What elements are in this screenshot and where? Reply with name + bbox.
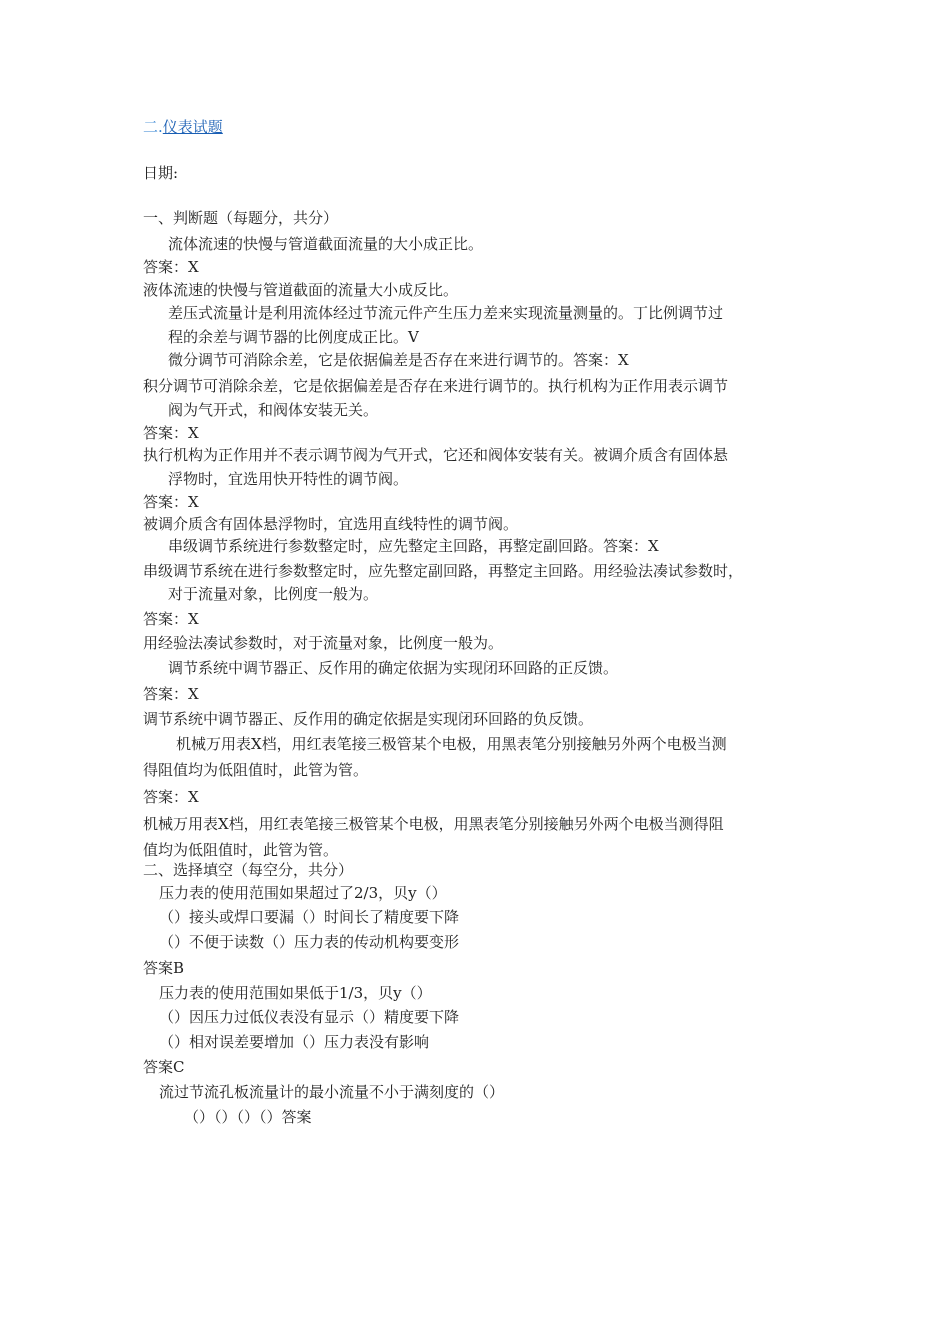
section1-line: 流体流速的快慢与管道截面流量的大小成正比。 [168, 235, 484, 253]
section1-line: 值均为低阻值时，此管为管。 [143, 841, 339, 859]
section2-line: 压力表的使用范围如果超过了2/3，贝y（） [159, 884, 447, 902]
answer-line: 答案：X [143, 493, 199, 511]
answer-line: 答案C [143, 1058, 185, 1076]
section1-line: 得阻值均为低阻值时，此管为管。 [143, 761, 369, 779]
section2-line: （）接头或焊口要漏（）时间长了精度要下降 [159, 908, 460, 926]
section1-line: 对于流量对象，比例度一般为。 [168, 585, 379, 603]
section1-line: 积分调节可消除余差，它是依据偏差是否存在来进行调节的。执行机构为正作用表示调节 [143, 377, 729, 395]
section1-line: 阀为气开式，和阀体安装无关。 [168, 401, 379, 419]
section1-line: 串级调节系统进行参数整定时，应先整定主回路，再整定副回路。答案：X [168, 537, 659, 555]
section1-line: 微分调节可消除余差，它是依据偏差是否存在来进行调节的。答案：X [168, 351, 629, 369]
section2-line: 流过节流孔板流量计的最小流量不小于满刻度的（） [159, 1083, 505, 1101]
answer-line: 答案：X [143, 788, 199, 806]
section1-line: 被调介质含有固体悬浮物时，宜选用直线特性的调节阀。 [143, 515, 519, 533]
section1-line: 机械万用表X档，用红表笔接三极管某个电极，用黑表笔分别接触另外两个电极当测得阻 [143, 815, 724, 833]
section1-line: 调节系统中调节器正、反作用的确定依据是实现闭环回路的负反馈。 [143, 710, 594, 728]
title-link[interactable]: 仪表试题 [162, 118, 223, 136]
section1-line: 程的余差与调节器的比例度成正比。V [168, 328, 419, 346]
document-title[interactable] [143, 117, 223, 137]
section1-line: 执行机构为正作用并不表示调节阀为气开式，它还和阀体安装有关。被调介质含有固体悬 [143, 446, 729, 464]
section1-line: 液体流速的快慢与管道截面的流量大小成反比。 [143, 281, 459, 299]
section2-line: （）（）（）（）答案 [184, 1108, 312, 1126]
section2-line: （）不便于读数（）压力表的传动机构要变形 [159, 933, 460, 951]
answer-line: 答案：X [143, 610, 199, 628]
date-label: 日期: [143, 164, 179, 182]
section1-line: 串级调节系统在进行参数整定时，应先整定副回路，再整定主回路。用经验法凑试参数时， [143, 562, 744, 580]
answer-line: 答案：X [143, 258, 199, 276]
section1-line: 浮物时，宜选用快开特性的调节阀。 [168, 470, 409, 488]
answer-line: 答案：X [143, 685, 199, 703]
section1-line: 机械万用表X档，用红表笔接三极管某个电极，用黑表笔分别接触另外两个电极当测 [176, 735, 727, 753]
answer-line: 答案B [143, 959, 185, 977]
section2-line: 压力表的使用范围如果低于1/3，贝y（） [159, 984, 432, 1002]
answer-line: 答案：X [143, 424, 199, 442]
section2-line: （）因压力过低仪表没有显示（）精度要下降 [159, 1008, 460, 1026]
section1-line: 差压式流量计是利用流体经过节流元件产生压力差来实现流量测量的。丁比例调节过 [168, 304, 724, 322]
section1-heading: 一、判断题（每题分，共分） [143, 209, 339, 227]
section2-heading: 二、选择填空（每空分，共分） [143, 861, 354, 879]
section1-line: 用经验法凑试参数时，对于流量对象，比例度一般为。 [143, 634, 504, 652]
section1-line: 调节系统中调节器正、反作用的确定依据为实现闭环回路的正反馈。 [168, 659, 619, 677]
title-prefix: 二. [143, 118, 163, 136]
section2-line: （）相对误差要增加（）压力表没有影响 [159, 1033, 430, 1051]
